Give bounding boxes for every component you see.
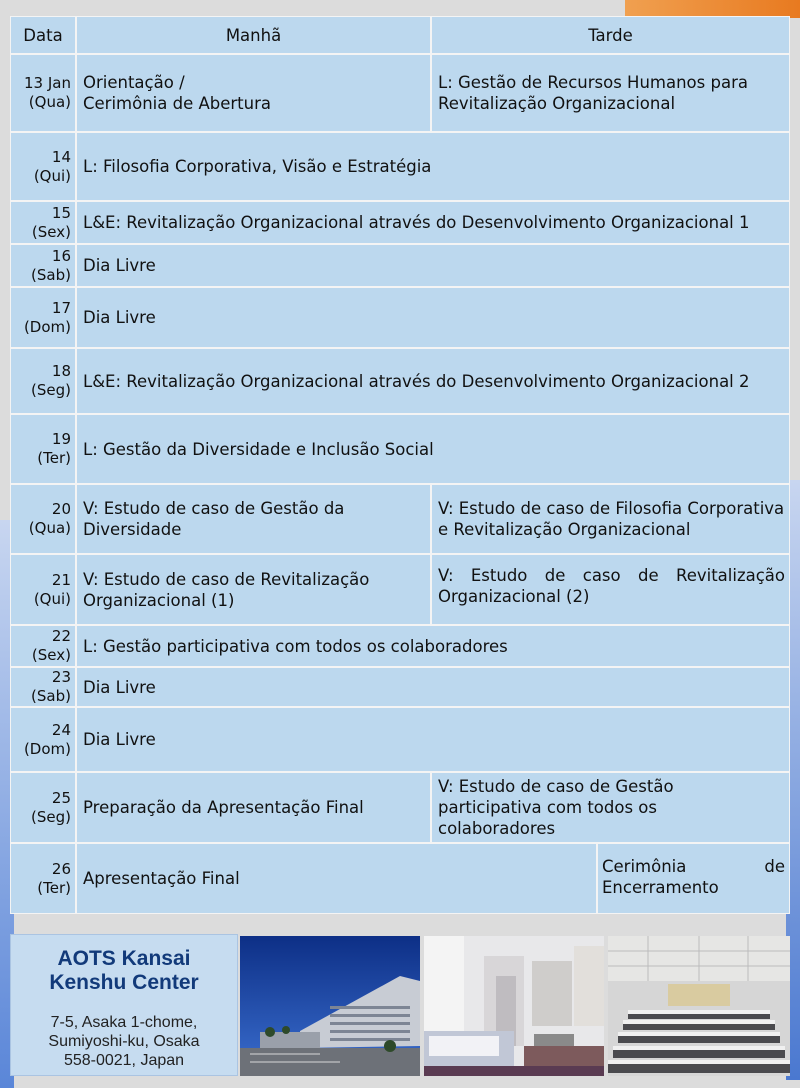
full-day-session: L: Gestão da Diversidade e Inclusão Social [77, 415, 789, 483]
header-afternoon: Tarde [432, 17, 789, 53]
weekday: (Qua) [28, 519, 71, 537]
weekday: (Sex) [31, 646, 71, 664]
afternoon-session: V: Estudo de caso de Revitalização Organizacional (2) [432, 555, 789, 624]
day-number: 22 [51, 627, 71, 645]
venue-info [10, 934, 238, 1076]
weekday: (Ter) [37, 449, 71, 467]
date-cell [11, 708, 75, 771]
morning-session: Apresentação Final [77, 844, 596, 913]
date-cell [11, 626, 75, 666]
date-cell [11, 202, 75, 243]
day-number: 17 [51, 298, 71, 317]
table-header [10, 17, 790, 53]
building-exterior-image [240, 936, 420, 1076]
full-day-session: L: Gestão participativa com todos os colaboradores [77, 626, 789, 666]
afternoon-session [598, 844, 789, 913]
venue-address: 7-5, Asaka 1-chome, Sumiyoshi-ku, Osaka 558-0021, Japan [48, 1014, 200, 1069]
day-number: 19 [51, 430, 71, 448]
day-number: 26 [51, 859, 71, 878]
day-number: 24 [51, 720, 71, 739]
date-cell [11, 773, 75, 842]
date-cell [11, 133, 75, 200]
afternoon-session: V: Estudo de caso de Gestão participativa com todos os colaboradores [432, 773, 789, 842]
table-row [10, 133, 790, 200]
day-number: 14 [51, 147, 71, 166]
day-number: 18 [51, 362, 71, 380]
full-day-session: Dia Livre [77, 668, 789, 706]
table-row [10, 55, 790, 131]
day-number: 16 [51, 246, 71, 265]
full-day-session: L: Filosofia Corporativa, Visão e Estratégia [77, 133, 789, 200]
schedule-table [10, 16, 790, 914]
weekday: (Dom) [23, 317, 71, 336]
weekday: (Qui) [33, 589, 71, 608]
header-morning: Manhã [77, 17, 430, 53]
date-cell [11, 485, 75, 553]
date-cell [11, 844, 75, 913]
table-row [10, 245, 790, 286]
morning-session: Preparação da Apresentação Final [77, 773, 430, 842]
morning-session: V: Estudo de caso de Gestão da Diversidade [77, 485, 430, 553]
day-number: 13 Jan [24, 74, 71, 92]
day-number: 21 [51, 570, 71, 589]
venue-name: AOTS Kansai Kenshu Center [49, 947, 199, 994]
date-cell [11, 288, 75, 347]
day-number: 25 [51, 788, 71, 807]
table-row [10, 773, 790, 842]
table-row [10, 415, 790, 483]
table-row [10, 844, 790, 913]
weekday: (Sab) [31, 687, 71, 705]
full-day-session: Dia Livre [77, 288, 789, 347]
weekday: (Sab) [31, 265, 71, 284]
table-row [10, 555, 790, 624]
header-date: Data [11, 17, 75, 53]
table-row [10, 288, 790, 347]
closing-ceremony-text: Cerimônia de Encerramento [602, 857, 785, 897]
day-number: 15 [51, 203, 71, 222]
table-row [10, 485, 790, 553]
weekday: (Ter) [37, 878, 71, 897]
afternoon-session: L: Gestão de Recursos Humanos para Revitalização Organizacional [432, 55, 789, 131]
day-number: 23 [51, 668, 71, 686]
morning-session: Orientação / Cerimônia de Abertura [77, 55, 430, 131]
table-row [10, 202, 790, 243]
weekday: (Qua) [28, 93, 71, 111]
date-cell [11, 668, 75, 706]
full-day-session: L&E: Revitalização Organizacional através do Desenvolvimento Organizacional 1 [77, 202, 789, 243]
date-cell [11, 415, 75, 483]
date-cell [11, 349, 75, 413]
table-row [10, 349, 790, 413]
full-day-session: L&E: Revitalização Organizacional através do Desenvolvimento Organizacional 2 [77, 349, 789, 413]
table-row [10, 708, 790, 771]
weekday: (Dom) [23, 739, 71, 758]
full-day-session: Dia Livre [77, 708, 789, 771]
table-row [10, 626, 790, 666]
weekday: (Seg) [31, 381, 71, 399]
weekday: (Qui) [33, 166, 71, 185]
weekday: (Sex) [31, 222, 71, 241]
afternoon-session: V: Estudo de caso de Filosofia Corporativa e Revitalização Organizacional [432, 485, 789, 553]
guest-room-image [424, 936, 604, 1076]
morning-session: V: Estudo de caso de Revitalização Organizacional (1) [77, 555, 430, 624]
date-cell [11, 555, 75, 624]
lecture-room-image [608, 936, 790, 1076]
table-row [10, 668, 790, 706]
weekday: (Seg) [31, 807, 71, 826]
date-cell [11, 55, 75, 131]
date-cell [11, 245, 75, 286]
full-day-session: Dia Livre [77, 245, 789, 286]
day-number: 20 [51, 500, 71, 518]
